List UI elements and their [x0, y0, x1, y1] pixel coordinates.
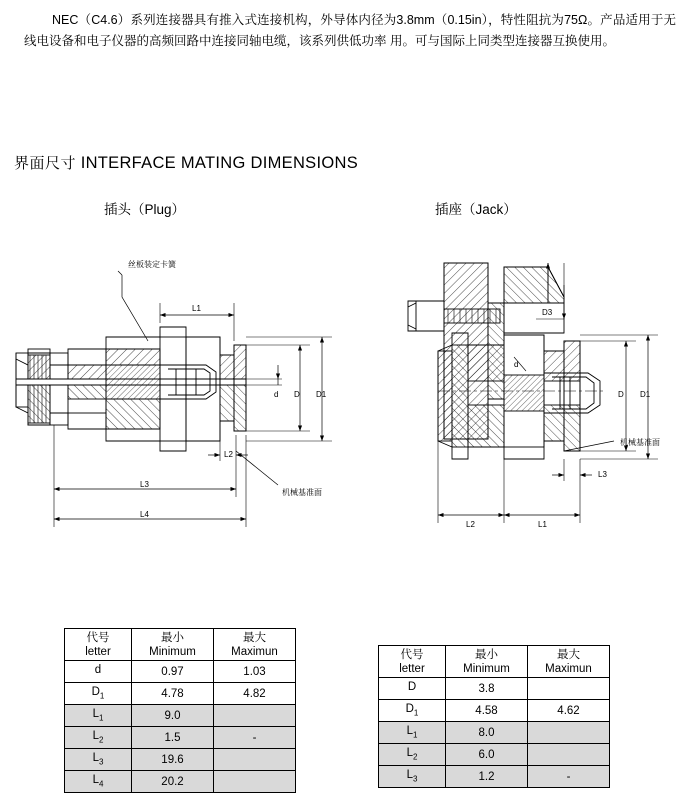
cell-max: [527, 678, 609, 700]
cell-code: [379, 744, 446, 766]
cell-min: 20.2: [132, 771, 214, 793]
code-subscript: 1: [412, 730, 418, 740]
table-row: [65, 727, 296, 749]
code-subscript: 3: [412, 774, 418, 784]
plug-label-l4: L4: [140, 510, 149, 519]
cell-code: [65, 771, 132, 793]
header-min-en: Minimum: [149, 645, 196, 658]
code-subscript: 4: [98, 779, 104, 789]
section-title: [14, 152, 358, 173]
table-row: [65, 683, 296, 705]
header-max: [527, 646, 609, 678]
table-row: [65, 661, 296, 683]
cell-max: -: [213, 727, 295, 749]
table-row: [65, 749, 296, 771]
code-subscript: 1: [413, 708, 419, 718]
header-max-en: Maximun: [231, 645, 278, 658]
cell-max: [527, 722, 609, 744]
header-max-cn: 最大: [242, 631, 266, 644]
cell-code: [65, 749, 132, 771]
plug-dimensions-table: [64, 628, 296, 793]
jack-drawing: [348, 245, 693, 545]
header-code: [379, 646, 446, 678]
code-letter: L: [406, 725, 413, 738]
code-letter: d: [94, 664, 102, 677]
plug-label-l2: L2: [224, 450, 233, 459]
cell-code: [65, 683, 132, 705]
header-max: [213, 629, 295, 661]
header-min: [132, 629, 214, 661]
cell-max: [213, 705, 295, 727]
table-header-row: [379, 646, 610, 678]
jack-column-title: 插座（Jack）: [435, 202, 517, 217]
cell-max: [527, 744, 609, 766]
section-title-en: INTERFACE MATING DIMENSIONS: [80, 154, 358, 172]
jack-label-d1: D1: [640, 390, 651, 399]
header-min-cn: 最小: [160, 631, 184, 644]
header-min-en: Minimum: [463, 662, 510, 675]
intro-paragraph: NEC（C4.6）系列连接器具有推入式连接机构，外导体内径为3.8mm（0.15in），特性阻抗为75Ω。产品适用于无线电设备和电子仪器的高频回路中连接同轴电缆，该系列供低功率 用。可与国际上同类型连接器互换使用。: [24, 13, 676, 48]
header-code-en: letter: [85, 645, 111, 658]
cell-min: 4.58: [446, 700, 528, 722]
cell-max: [213, 749, 295, 771]
cell-max: -: [527, 766, 609, 788]
code-letter: D: [407, 681, 417, 694]
plug-label-l1: L1: [192, 304, 201, 313]
cell-code: [65, 705, 132, 727]
cell-min: 3.8: [446, 678, 528, 700]
cell-code: [379, 722, 446, 744]
code-letter: L: [406, 747, 413, 760]
table-row: [65, 771, 296, 793]
header-max-cn: 最大: [556, 648, 580, 661]
header-min: [446, 646, 528, 678]
code-letter: L: [92, 752, 99, 765]
table-row: [379, 744, 610, 766]
plug-label-d: d: [274, 390, 279, 399]
cell-max: 4.62: [527, 700, 609, 722]
table-row: [379, 700, 610, 722]
jack-label-d: d: [514, 360, 519, 369]
code-letter: D: [405, 703, 414, 716]
cell-min: 8.0: [446, 722, 528, 744]
cell-min: 1.5: [132, 727, 214, 749]
code-letter: D: [91, 686, 100, 699]
code-subscript: 2: [412, 752, 418, 762]
header-code-en: letter: [399, 662, 425, 675]
code-subscript: 1: [98, 713, 104, 723]
cell-min: 19.6: [132, 749, 214, 771]
table-row: [65, 705, 296, 727]
header-min-cn: 最小: [474, 648, 498, 661]
table-row: [379, 678, 610, 700]
cell-code: [65, 727, 132, 749]
plug-drawing: [10, 245, 350, 545]
jack-label-d3: D3: [542, 308, 553, 317]
plug-label-reference-face: 机械基准面: [282, 488, 322, 497]
cell-min: 0.97: [132, 661, 214, 683]
cell-max: 4.82: [213, 683, 295, 705]
cell-code: [65, 661, 132, 683]
cell-min: 9.0: [132, 705, 214, 727]
table-header-row: [65, 629, 296, 661]
plug-label-dd: D: [294, 390, 300, 399]
cell-min: 1.2: [446, 766, 528, 788]
cell-max: [213, 771, 295, 793]
plug-label-d1: D1: [316, 390, 327, 399]
code-subscript: 2: [98, 735, 104, 745]
jack-label-l1: L1: [538, 520, 547, 529]
jack-label-l2: L2: [466, 520, 475, 529]
cell-min: 4.78: [132, 683, 214, 705]
jack-label-dd: D: [618, 390, 624, 399]
header-max-en: Maximun: [545, 662, 592, 675]
jack-dimensions-table: [378, 645, 610, 788]
cell-code: [379, 700, 446, 722]
jack-label-reference-face: 机械基准面: [620, 438, 660, 447]
code-letter: L: [92, 730, 99, 743]
cell-max: 1.03: [213, 661, 295, 683]
cell-min: 6.0: [446, 744, 528, 766]
code-letter: L: [92, 708, 99, 721]
section-title-cn: 界面尺寸: [14, 155, 77, 172]
table-row: [379, 766, 610, 788]
cell-code: [379, 678, 446, 700]
header-code: [65, 629, 132, 661]
header-code-cn: 代号: [400, 648, 424, 661]
code-subscript: 3: [98, 757, 104, 767]
table-row: [379, 722, 610, 744]
jack-label-l3: L3: [598, 470, 607, 479]
code-letter: L: [92, 774, 99, 787]
code-subscript: 1: [99, 691, 105, 701]
header-code-cn: 代号: [86, 631, 110, 644]
cell-code: [379, 766, 446, 788]
code-letter: L: [406, 769, 413, 782]
plug-label-l3: L3: [140, 480, 149, 489]
plug-column-title: 插头（Plug）: [104, 202, 186, 217]
plug-label-spring: 丝板装定卡簧: [128, 260, 176, 269]
